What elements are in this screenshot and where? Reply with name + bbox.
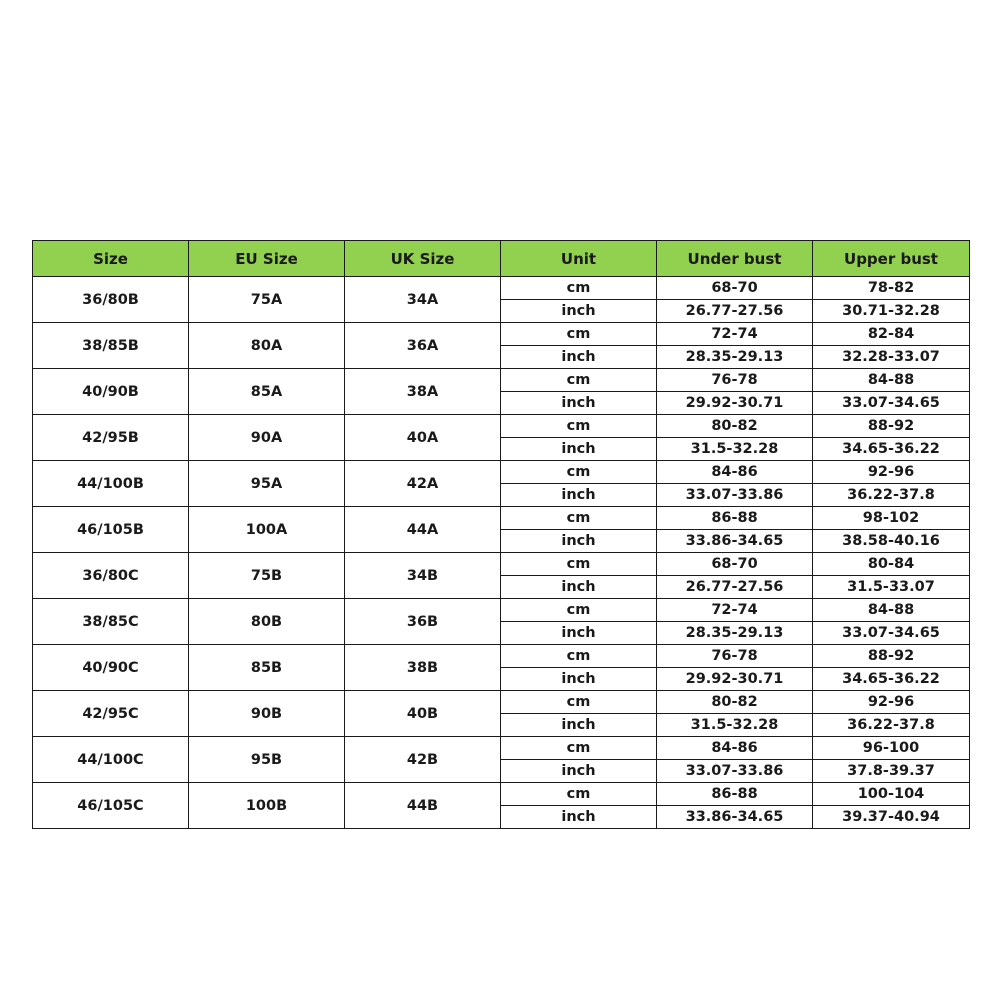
under-bust-cell: 68-70 [657, 553, 813, 576]
table-row [33, 277, 970, 300]
table-row [33, 645, 970, 668]
upper-bust-cell: 100-104 [813, 783, 970, 806]
header-under-bust: Under bust [657, 241, 813, 277]
under-bust-cell: 29.92-30.71 [657, 392, 813, 415]
upper-bust-cell: 39.37-40.94 [813, 806, 970, 829]
under-bust-cell: 76-78 [657, 645, 813, 668]
under-bust-cell: 28.35-29.13 [657, 346, 813, 369]
unit-cell: cm [501, 415, 657, 438]
under-bust-cell: 26.77-27.56 [657, 576, 813, 599]
uk-size-cell: 40A [345, 415, 501, 461]
under-bust-cell: 80-82 [657, 415, 813, 438]
upper-bust-cell: 38.58-40.16 [813, 530, 970, 553]
table-body [33, 277, 970, 829]
under-bust-cell: 33.86-34.65 [657, 530, 813, 553]
eu-size-cell: 85A [189, 369, 345, 415]
uk-size-cell: 38B [345, 645, 501, 691]
upper-bust-cell: 34.65-36.22 [813, 438, 970, 461]
under-bust-cell: 84-86 [657, 737, 813, 760]
size-cell: 46/105B [33, 507, 189, 553]
upper-bust-cell: 30.71-32.28 [813, 300, 970, 323]
upper-bust-cell: 37.8-39.37 [813, 760, 970, 783]
table-row [33, 415, 970, 438]
eu-size-cell: 90B [189, 691, 345, 737]
under-bust-cell: 33.86-34.65 [657, 806, 813, 829]
eu-size-cell: 75A [189, 277, 345, 323]
uk-size-cell: 40B [345, 691, 501, 737]
uk-size-cell: 34B [345, 553, 501, 599]
size-cell: 36/80B [33, 277, 189, 323]
unit-cell: inch [501, 346, 657, 369]
size-cell: 38/85C [33, 599, 189, 645]
unit-cell: cm [501, 507, 657, 530]
uk-size-cell: 38A [345, 369, 501, 415]
upper-bust-cell: 36.22-37.8 [813, 484, 970, 507]
under-bust-cell: 31.5-32.28 [657, 438, 813, 461]
unit-cell: inch [501, 438, 657, 461]
table-row [33, 323, 970, 346]
under-bust-cell: 29.92-30.71 [657, 668, 813, 691]
under-bust-cell: 28.35-29.13 [657, 622, 813, 645]
unit-cell: inch [501, 806, 657, 829]
size-cell: 42/95C [33, 691, 189, 737]
unit-cell: cm [501, 599, 657, 622]
upper-bust-cell: 33.07-34.65 [813, 622, 970, 645]
upper-bust-cell: 84-88 [813, 599, 970, 622]
under-bust-cell: 33.07-33.86 [657, 484, 813, 507]
upper-bust-cell: 92-96 [813, 691, 970, 714]
upper-bust-cell: 80-84 [813, 553, 970, 576]
eu-size-cell: 100A [189, 507, 345, 553]
under-bust-cell: 86-88 [657, 783, 813, 806]
unit-cell: inch [501, 668, 657, 691]
table-row [33, 507, 970, 530]
header-upper-bust: Upper bust [813, 241, 970, 277]
under-bust-cell: 72-74 [657, 323, 813, 346]
under-bust-cell: 33.07-33.86 [657, 760, 813, 783]
unit-cell: cm [501, 737, 657, 760]
upper-bust-cell: 92-96 [813, 461, 970, 484]
eu-size-cell: 80A [189, 323, 345, 369]
uk-size-cell: 44A [345, 507, 501, 553]
upper-bust-cell: 88-92 [813, 415, 970, 438]
table-row [33, 783, 970, 806]
unit-cell: inch [501, 484, 657, 507]
eu-size-cell: 90A [189, 415, 345, 461]
size-cell: 40/90C [33, 645, 189, 691]
upper-bust-cell: 78-82 [813, 277, 970, 300]
unit-cell: inch [501, 392, 657, 415]
unit-cell: cm [501, 553, 657, 576]
size-cell: 40/90B [33, 369, 189, 415]
size-cell: 46/105C [33, 783, 189, 829]
unit-cell: cm [501, 323, 657, 346]
size-cell: 38/85B [33, 323, 189, 369]
unit-cell: inch [501, 714, 657, 737]
eu-size-cell: 95B [189, 737, 345, 783]
header-uk-size: UK Size [345, 241, 501, 277]
table-row [33, 737, 970, 760]
upper-bust-cell: 36.22-37.8 [813, 714, 970, 737]
upper-bust-cell: 31.5-33.07 [813, 576, 970, 599]
unit-cell: inch [501, 300, 657, 323]
header-size: Size [33, 241, 189, 277]
size-cell: 44/100B [33, 461, 189, 507]
size-cell: 42/95B [33, 415, 189, 461]
under-bust-cell: 76-78 [657, 369, 813, 392]
unit-cell: cm [501, 691, 657, 714]
uk-size-cell: 36B [345, 599, 501, 645]
uk-size-cell: 34A [345, 277, 501, 323]
unit-cell: inch [501, 530, 657, 553]
under-bust-cell: 31.5-32.28 [657, 714, 813, 737]
eu-size-cell: 85B [189, 645, 345, 691]
table-row [33, 369, 970, 392]
eu-size-cell: 75B [189, 553, 345, 599]
unit-cell: cm [501, 369, 657, 392]
header-unit: Unit [501, 241, 657, 277]
unit-cell: inch [501, 622, 657, 645]
eu-size-cell: 95A [189, 461, 345, 507]
upper-bust-cell: 82-84 [813, 323, 970, 346]
under-bust-cell: 84-86 [657, 461, 813, 484]
table-row [33, 691, 970, 714]
under-bust-cell: 80-82 [657, 691, 813, 714]
table-row [33, 599, 970, 622]
size-cell: 44/100C [33, 737, 189, 783]
table-row [33, 461, 970, 484]
unit-cell: inch [501, 576, 657, 599]
table-header-row [33, 241, 970, 277]
under-bust-cell: 86-88 [657, 507, 813, 530]
size-cell: 36/80C [33, 553, 189, 599]
uk-size-cell: 44B [345, 783, 501, 829]
uk-size-cell: 42A [345, 461, 501, 507]
unit-cell: cm [501, 461, 657, 484]
uk-size-cell: 36A [345, 323, 501, 369]
upper-bust-cell: 33.07-34.65 [813, 392, 970, 415]
uk-size-cell: 42B [345, 737, 501, 783]
under-bust-cell: 72-74 [657, 599, 813, 622]
under-bust-cell: 68-70 [657, 277, 813, 300]
upper-bust-cell: 84-88 [813, 369, 970, 392]
under-bust-cell: 26.77-27.56 [657, 300, 813, 323]
eu-size-cell: 80B [189, 599, 345, 645]
size-chart-table [32, 240, 970, 829]
header-eu-size: EU Size [189, 241, 345, 277]
upper-bust-cell: 88-92 [813, 645, 970, 668]
upper-bust-cell: 32.28-33.07 [813, 346, 970, 369]
unit-cell: cm [501, 645, 657, 668]
table-row [33, 553, 970, 576]
upper-bust-cell: 98-102 [813, 507, 970, 530]
unit-cell: cm [501, 277, 657, 300]
unit-cell: cm [501, 783, 657, 806]
eu-size-cell: 100B [189, 783, 345, 829]
upper-bust-cell: 96-100 [813, 737, 970, 760]
upper-bust-cell: 34.65-36.22 [813, 668, 970, 691]
unit-cell: inch [501, 760, 657, 783]
